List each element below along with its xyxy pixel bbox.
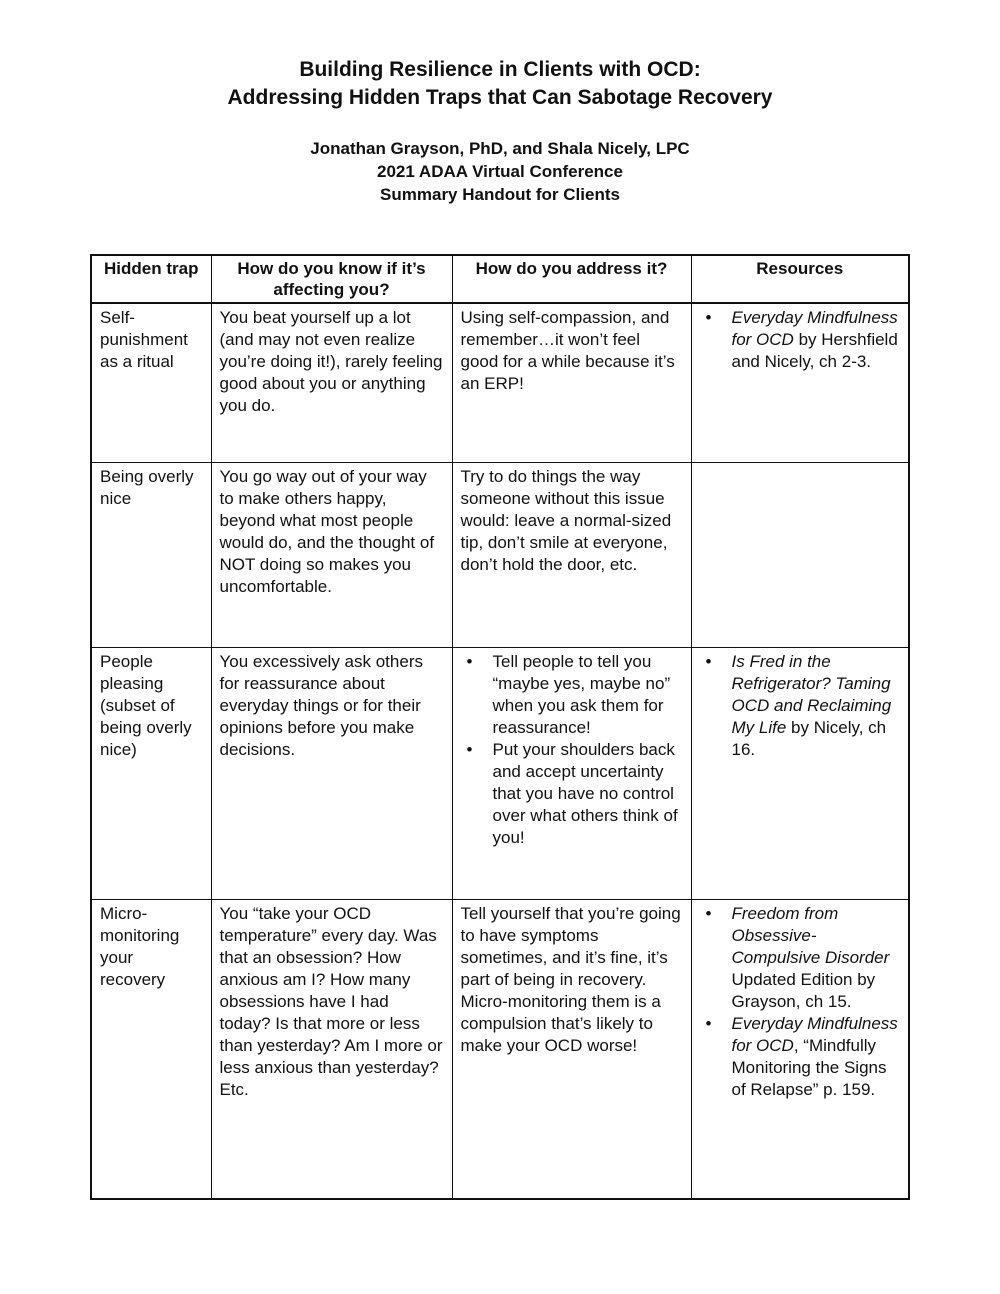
address-text: Using self-compassion, and remember…it won’t feel good for a while because it’s an ERP!: [460, 308, 675, 393]
resource-list: [700, 307, 901, 373]
cell-trap: [91, 899, 211, 1199]
hidden-traps-table: [90, 254, 910, 1200]
cell-know: [211, 303, 452, 462]
title-line-2: Addressing Hidden Traps that Can Sabotage Recovery: [227, 86, 773, 109]
cell-address: [452, 647, 691, 899]
address-text: Tell yourself that you’re going to have symptoms sometimes, and it’s fine, it’s part of being in recovery. Micro-monitoring them is a compulsion that’s likely to make your OCD worse!: [460, 903, 681, 1055]
table-header-row: [91, 255, 909, 303]
header-how-address: How do you address it?: [452, 255, 691, 303]
trap-label: Self-punishment as a ritual: [100, 308, 188, 371]
address-bullet: • Put your shoulders back and accept uncertainty that you have no control over what others think of you!: [461, 739, 683, 849]
document-subtitle: [0, 137, 1000, 206]
trap-label: Micro-monitoring your recovery: [100, 903, 180, 989]
cell-resources-empty: [691, 462, 909, 647]
table-row-micro-monitoring: [91, 899, 909, 1199]
resource-detail: by Hershfield and Nicely, ch 2-3.: [731, 330, 898, 371]
title-line-1: Building Resilience in Clients with OCD:: [299, 58, 701, 81]
cell-know: [211, 647, 452, 899]
conference-line: 2021 ADAA Virtual Conference: [377, 162, 623, 181]
table-row-people-pleasing: [91, 647, 909, 899]
resource-detail: Updated Edition by Grayson, ch 15.: [731, 969, 876, 1011]
know-text: You “take your OCD temperature” every day. Was that an obsession? How anxious am I? How many obsessions have I had today? Is that more or less than yesterday? Am I more or less anxious than yesterday? Etc.: [219, 903, 443, 1099]
cell-address: [452, 303, 691, 462]
cell-address: [452, 462, 691, 647]
cell-trap: [91, 303, 211, 462]
address-text: Try to do things the way someone without this issue would: leave a normal-sized tip, don’t smile at everyone, don’t hold the door, etc.: [460, 466, 672, 574]
cell-know: [211, 462, 452, 647]
resource-item: [700, 1013, 901, 1101]
table-row-self-punishment: [91, 303, 909, 462]
header-how-know: How do you know if it’s affecting you?: [211, 255, 452, 303]
resource-item: [700, 651, 901, 761]
resource-book-title: Is Fred in the Refrigerator? Taming OCD and Reclaiming My Life: [731, 651, 892, 737]
resource-detail: by Nicely, ch 16.: [731, 717, 887, 759]
handout-line: Summary Handout for Clients: [380, 185, 620, 204]
resource-detail: , “Mindfully Monitoring the Signs of Relapse” p. 159.: [731, 1035, 887, 1099]
cell-know: [211, 899, 452, 1199]
table-row-being-overly-nice: [91, 462, 909, 647]
resource-book-title: Everyday Mindfulness for OCD: [731, 308, 898, 349]
cell-resources: [691, 647, 909, 899]
know-text: You beat yourself up a lot (and may not even realize you’re doing it!), rarely feeling good about you or anything you do.: [219, 308, 443, 415]
cell-address: [452, 899, 691, 1199]
know-text: You go way out of your way to make others happy, beyond what most people would do, and the thought of NOT doing so makes you uncomfortable.: [219, 466, 435, 596]
document-title: [0, 56, 1000, 112]
address-bullet: • Tell people to tell you “maybe yes, maybe no” when you ask them for reassurance!: [461, 651, 683, 739]
trap-label: People pleasing (subset of being overly nice): [100, 651, 192, 759]
address-bullet-list: [461, 651, 683, 849]
cell-resources: [691, 303, 909, 462]
header-resources: Resources: [691, 255, 909, 303]
resource-item: [700, 307, 901, 373]
resource-list: [700, 651, 901, 761]
header-hidden-trap: Hidden trap: [91, 255, 211, 303]
cell-resources: [691, 899, 909, 1199]
byline: Jonathan Grayson, PhD, and Shala Nicely, LPC: [310, 139, 690, 158]
cell-trap: [91, 647, 211, 899]
resource-book-title: Everyday Mindfulness for OCD: [731, 1013, 898, 1055]
resource-item: [700, 903, 901, 1013]
resource-book-title: Freedom from Obsessive-Compulsive Disorder: [731, 903, 890, 967]
cell-trap: [91, 462, 211, 647]
trap-label: Being overly nice: [100, 466, 194, 508]
resource-list: [700, 903, 901, 1101]
know-text: You excessively ask others for reassurance about everyday things or for their opinions before you make decisions.: [219, 651, 423, 759]
